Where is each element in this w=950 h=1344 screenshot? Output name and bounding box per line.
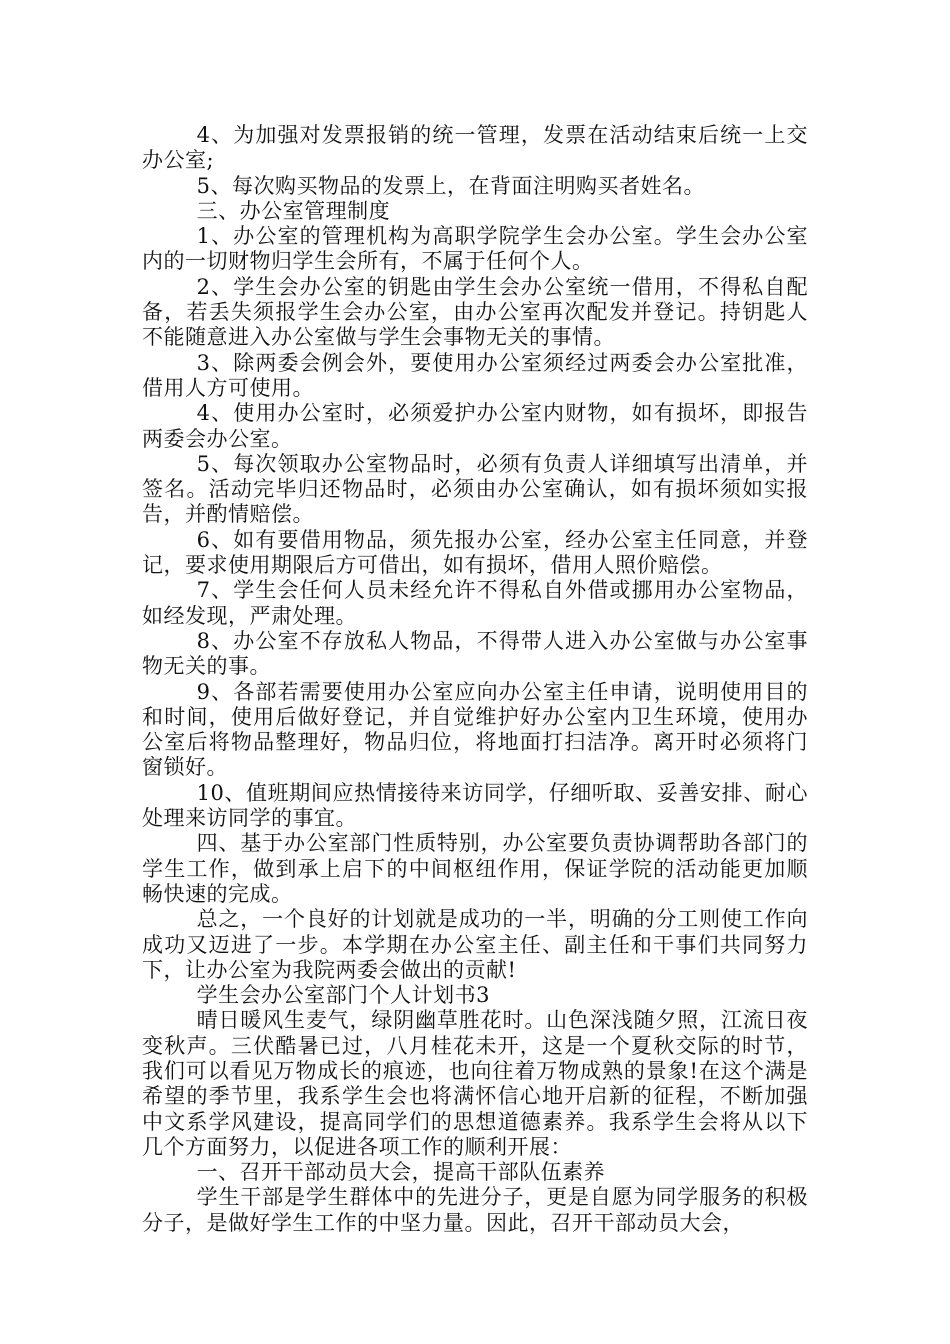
- document-title: 学生会办公室部门个人计划书3: [196, 983, 490, 1008]
- paragraph: 3、除两委会例会外，要使用办公室须经过两委会办公室批准，借用人方可使用。: [142, 350, 808, 400]
- document-page: [142, 123, 808, 1236]
- paragraph: 2、学生会办公室的钥匙由学生会办公室统一借用，不得私自配备，若丢失须报学生会办公室，由办公室再次配发并登记。持钥匙人不能随意进入办公室做与学生会事物无关的事情。: [142, 274, 808, 350]
- paragraph: 学生干部是学生群体中的先进分子，更是自愿为同学服务的积极分子，是做好学生工作的中坚力量。因此，召开干部动员大会，: [142, 1185, 808, 1235]
- paragraph: 10、值班期间应热情接待来访同学，仔细听取、妥善安排、耐心处理来访同学的事宜。: [142, 780, 808, 831]
- paragraph: 1、办公室的管理机构为高职学院学生会办公室。学生会办公室内的一切财物归学生会所有，不属于任何个人。: [142, 224, 808, 274]
- paragraph: 8、办公室不存放私人物品，不得带人进入办公室做与办公室事物无关的事。: [142, 628, 808, 679]
- paragraph: 5、每次领取办公室物品时，必须有负责人详细填写出清单，并签名。活动完毕归还物品时，必须由办公室确认，如有损坏须如实报告，并酌情赔偿。: [142, 451, 808, 527]
- paragraph: 9、各部若需要使用办公室应向办公室主任申请，说明使用目的和时间，使用后做好登记，并自觉维护好办公室内卫生环境，使用办公室后将物品整理好，物品归位，将地面打扫洁净。离开时必须将门窗锁好。: [142, 679, 808, 780]
- paragraph: 4、为加强对发票报销的统一管理，发票在活动结束后统一上交办公室;: [142, 123, 808, 173]
- section-heading: 三、办公室管理制度: [196, 198, 391, 223]
- paragraph: 四、基于办公室部门性质特别，办公室要负责协调帮助各部门的学生工作，做到承上启下的中间枢纽作用，保证学院的活动能更加顺畅快速的完成。: [142, 831, 808, 906]
- paragraph: 4、使用办公室时，必须爱护办公室内财物，如有损坏，即报告两委会办公室。: [142, 401, 808, 451]
- section-heading: 一、召开干部动员大会，提高干部队伍素养: [196, 1160, 606, 1185]
- paragraph: 晴日暖风生麦气，绿阴幽草胜花时。山色深浅随夕照，江流日夜变秋声。三伏酷暑已过，八月桂花未开，这是一个夏秋交际的时节，我们可以看见万物成长的痕迹，也向往着万物成熟的景象!在这个满是希望的季节里，我系学生会也将满怀信心地开启新的征程，不断加强中文系学风建设，提高同学们的思想道德素养。我系学生会将从以下几个方面努力，以促进各项工作的顺利开展：: [142, 1008, 808, 1159]
- paragraph: 总之，一个良好的计划就是成功的一半，明确的分工则使工作向成功又迈进了一步。本学期在办公室主任、副主任和干事们共同努力下，让办公室为我院两委会做出的贡献!: [142, 907, 808, 982]
- paragraph: 6、如有要借用物品，须先报办公室，经办公室主任同意，并登记，要求使用期限后方可借出，如有损坏，借用人照价赔偿。: [142, 527, 808, 578]
- paragraph: 7、学生会任何人员未经允许不得私自外借或挪用办公室物品，如经发现，严肃处理。: [142, 578, 808, 628]
- paragraph: 5、每次购买物品的发票上，在背面注明购买者姓名。: [196, 173, 705, 198]
